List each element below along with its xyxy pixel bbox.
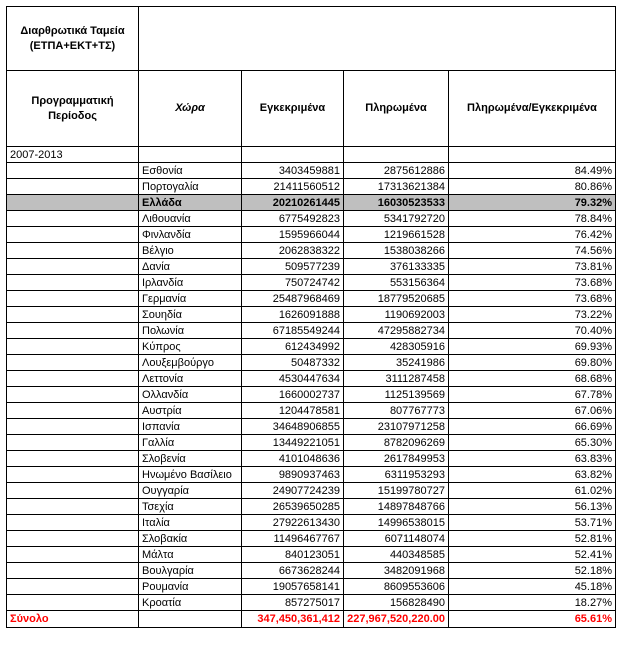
country-cell: Αυστρία	[139, 403, 242, 419]
table-row	[7, 483, 616, 499]
header-period: Προγραμματική Περίοδος	[7, 71, 139, 147]
paid-cell: 428305916	[344, 339, 449, 355]
country-cell: Λιθουανία	[139, 211, 242, 227]
country-cell: Γερμανία	[139, 291, 242, 307]
approved-cell: 11496467767	[242, 531, 344, 547]
table-row	[7, 355, 616, 371]
table-row	[7, 563, 616, 579]
table-row	[7, 515, 616, 531]
header-row	[7, 71, 616, 147]
ratio-cell: 69.80%	[449, 355, 616, 371]
country-cell: Γαλλία	[139, 435, 242, 451]
period-cell	[7, 499, 139, 515]
approved-cell: 1204478581	[242, 403, 344, 419]
approved-cell: 20210261445	[242, 195, 344, 211]
ratio-cell: 52.41%	[449, 547, 616, 563]
period-cell	[7, 243, 139, 259]
paid-cell: 18779520685	[344, 291, 449, 307]
country-cell: Ισπανία	[139, 419, 242, 435]
paid-cell: 35241986	[344, 355, 449, 371]
country-cell: Δανία	[139, 259, 242, 275]
period-cell	[7, 323, 139, 339]
ratio-cell: 79.32%	[449, 195, 616, 211]
table-row	[7, 227, 616, 243]
period-blank	[242, 147, 344, 163]
table-row	[7, 179, 616, 195]
approved-cell: 1626091888	[242, 307, 344, 323]
paid-cell: 156828490	[344, 595, 449, 611]
approved-cell: 9890937463	[242, 467, 344, 483]
approved-cell: 24907724239	[242, 483, 344, 499]
ratio-cell: 63.83%	[449, 451, 616, 467]
table-row	[7, 243, 616, 259]
period-cell	[7, 403, 139, 419]
paid-cell: 376133335	[344, 259, 449, 275]
country-cell: Πολωνία	[139, 323, 242, 339]
period-blank	[344, 147, 449, 163]
data-table-container	[6, 6, 615, 628]
total-approved: 347,450,361,412	[242, 611, 344, 628]
period-cell	[7, 547, 139, 563]
paid-cell: 3111287458	[344, 371, 449, 387]
approved-cell: 840123051	[242, 547, 344, 563]
ratio-cell: 73.81%	[449, 259, 616, 275]
period-cell	[7, 595, 139, 611]
approved-cell: 6673628244	[242, 563, 344, 579]
paid-cell: 6071148074	[344, 531, 449, 547]
paid-cell: 1125139569	[344, 387, 449, 403]
table-row	[7, 291, 616, 307]
country-cell: Τσεχία	[139, 499, 242, 515]
country-cell: Πορτογαλία	[139, 179, 242, 195]
table-row	[7, 579, 616, 595]
country-cell: Ρουμανία	[139, 579, 242, 595]
approved-cell: 19057658141	[242, 579, 344, 595]
table-row	[7, 307, 616, 323]
period-cell	[7, 211, 139, 227]
total-ratio: 65.61%	[449, 611, 616, 628]
approved-cell: 2062838322	[242, 243, 344, 259]
table-row	[7, 451, 616, 467]
paid-cell: 440348585	[344, 547, 449, 563]
period-cell	[7, 227, 139, 243]
country-cell: Ουγγαρία	[139, 483, 242, 499]
country-cell: Ηνωμένο Βασίλειο	[139, 467, 242, 483]
title-row-blank	[139, 7, 616, 71]
paid-cell: 1219661528	[344, 227, 449, 243]
table-row	[7, 499, 616, 515]
period-cell	[7, 259, 139, 275]
ratio-cell: 67.06%	[449, 403, 616, 419]
table-row	[7, 531, 616, 547]
period-cell	[7, 371, 139, 387]
country-cell: Λεττονία	[139, 371, 242, 387]
paid-cell: 17313621384	[344, 179, 449, 195]
period-cell	[7, 339, 139, 355]
period-cell	[7, 355, 139, 371]
total-paid: 227,967,520,220.00	[344, 611, 449, 628]
ratio-cell: 66.69%	[449, 419, 616, 435]
ratio-cell: 69.93%	[449, 339, 616, 355]
header-country: Χώρα	[139, 71, 242, 147]
paid-cell: 1190692003	[344, 307, 449, 323]
table-title-line-1: Διαρθρωτικά Ταμεία	[20, 24, 125, 37]
period-cell	[7, 195, 139, 211]
approved-cell: 26539650285	[242, 499, 344, 515]
paid-cell: 2617849953	[344, 451, 449, 467]
ratio-cell: 67.78%	[449, 387, 616, 403]
table-row	[7, 211, 616, 227]
period-cell	[7, 515, 139, 531]
period-cell	[7, 467, 139, 483]
approved-cell: 612434992	[242, 339, 344, 355]
period-cell	[7, 387, 139, 403]
period-cell	[7, 531, 139, 547]
approved-cell: 13449221051	[242, 435, 344, 451]
country-cell: Ιταλία	[139, 515, 242, 531]
period-cell	[7, 163, 139, 179]
paid-cell: 6311953293	[344, 467, 449, 483]
ratio-cell: 63.82%	[449, 467, 616, 483]
paid-cell: 8782096269	[344, 435, 449, 451]
paid-cell: 14996538015	[344, 515, 449, 531]
paid-cell: 23107971258	[344, 419, 449, 435]
ratio-cell: 74.56%	[449, 243, 616, 259]
ratio-cell: 76.42%	[449, 227, 616, 243]
country-cell: Σλοβενία	[139, 451, 242, 467]
table-row	[7, 339, 616, 355]
period-cell	[7, 451, 139, 467]
paid-cell: 1538038266	[344, 243, 449, 259]
ratio-cell: 52.18%	[449, 563, 616, 579]
period-cell	[7, 307, 139, 323]
country-cell: Κροατία	[139, 595, 242, 611]
approved-cell: 750724742	[242, 275, 344, 291]
period-cell	[7, 179, 139, 195]
table-row	[7, 323, 616, 339]
approved-cell: 4101048636	[242, 451, 344, 467]
paid-cell: 2875612886	[344, 163, 449, 179]
header-ratio: Πληρωμένα/Εγκεκριμένα	[449, 71, 616, 147]
total-country-blank	[139, 611, 242, 628]
table-row	[7, 387, 616, 403]
paid-cell: 5341792720	[344, 211, 449, 227]
approved-cell: 6775492823	[242, 211, 344, 227]
table-row	[7, 547, 616, 563]
approved-cell: 1595966044	[242, 227, 344, 243]
country-cell: Βουλγαρία	[139, 563, 242, 579]
approved-cell: 21411560512	[242, 179, 344, 195]
period-cell	[7, 563, 139, 579]
paid-cell: 47295882734	[344, 323, 449, 339]
table-row	[7, 371, 616, 387]
country-cell: Μάλτα	[139, 547, 242, 563]
country-cell: Φινλανδία	[139, 227, 242, 243]
ratio-cell: 53.71%	[449, 515, 616, 531]
ratio-cell: 52.81%	[449, 531, 616, 547]
approved-cell: 50487332	[242, 355, 344, 371]
funds-table	[6, 6, 616, 628]
approved-cell: 25487968469	[242, 291, 344, 307]
ratio-cell: 78.84%	[449, 211, 616, 227]
paid-cell: 14897848766	[344, 499, 449, 515]
approved-cell: 67185549244	[242, 323, 344, 339]
table-title	[7, 7, 139, 71]
ratio-cell: 61.02%	[449, 483, 616, 499]
total-row	[7, 611, 616, 628]
ratio-cell: 68.68%	[449, 371, 616, 387]
ratio-cell: 65.30%	[449, 435, 616, 451]
table-row	[7, 403, 616, 419]
header-paid: Πληρωμένα	[344, 71, 449, 147]
country-cell: Σλοβακία	[139, 531, 242, 547]
country-cell: Κύπρος	[139, 339, 242, 355]
ratio-cell: 56.13%	[449, 499, 616, 515]
paid-cell: 3482091968	[344, 563, 449, 579]
ratio-cell: 84.49%	[449, 163, 616, 179]
period-blank	[139, 147, 242, 163]
table-row	[7, 435, 616, 451]
table-row	[7, 419, 616, 435]
table-row	[7, 259, 616, 275]
header-approved: Εγκεκριμένα	[242, 71, 344, 147]
total-label: Σύνολο	[7, 611, 139, 628]
ratio-cell: 73.22%	[449, 307, 616, 323]
approved-cell: 857275017	[242, 595, 344, 611]
country-cell: Βέλγιο	[139, 243, 242, 259]
country-cell: Ολλανδία	[139, 387, 242, 403]
ratio-cell: 73.68%	[449, 275, 616, 291]
period-blank	[449, 147, 616, 163]
period-cell	[7, 291, 139, 307]
country-cell: Ελλάδα	[139, 195, 242, 211]
ratio-cell: 80.86%	[449, 179, 616, 195]
ratio-cell: 70.40%	[449, 323, 616, 339]
ratio-cell: 18.27%	[449, 595, 616, 611]
paid-cell: 553156364	[344, 275, 449, 291]
table-row	[7, 595, 616, 611]
paid-cell: 15199780727	[344, 483, 449, 499]
period-cell	[7, 275, 139, 291]
country-cell: Λουξεμβούργο	[139, 355, 242, 371]
table-row	[7, 467, 616, 483]
approved-cell: 4530447634	[242, 371, 344, 387]
period-cell	[7, 483, 139, 499]
approved-cell: 1660002737	[242, 387, 344, 403]
period-row	[7, 147, 616, 163]
period-cell	[7, 419, 139, 435]
table-row	[7, 195, 616, 211]
ratio-cell: 73.68%	[449, 291, 616, 307]
approved-cell: 509577239	[242, 259, 344, 275]
period-cell	[7, 579, 139, 595]
paid-cell: 807767773	[344, 403, 449, 419]
approved-cell: 3403459881	[242, 163, 344, 179]
ratio-cell: 45.18%	[449, 579, 616, 595]
country-cell: Σουηδία	[139, 307, 242, 323]
table-row	[7, 275, 616, 291]
table-row	[7, 163, 616, 179]
country-cell: Εσθονία	[139, 163, 242, 179]
period-cell	[7, 435, 139, 451]
approved-cell: 34648906855	[242, 419, 344, 435]
paid-cell: 8609553606	[344, 579, 449, 595]
table-title-line-2: (ΕΤΠΑ+ΕΚΤ+ΤΣ)	[29, 39, 116, 52]
paid-cell: 16030523533	[344, 195, 449, 211]
period-label: 2007-2013	[7, 147, 139, 163]
title-row	[7, 7, 616, 71]
country-cell: Ιρλανδία	[139, 275, 242, 291]
approved-cell: 27922613430	[242, 515, 344, 531]
